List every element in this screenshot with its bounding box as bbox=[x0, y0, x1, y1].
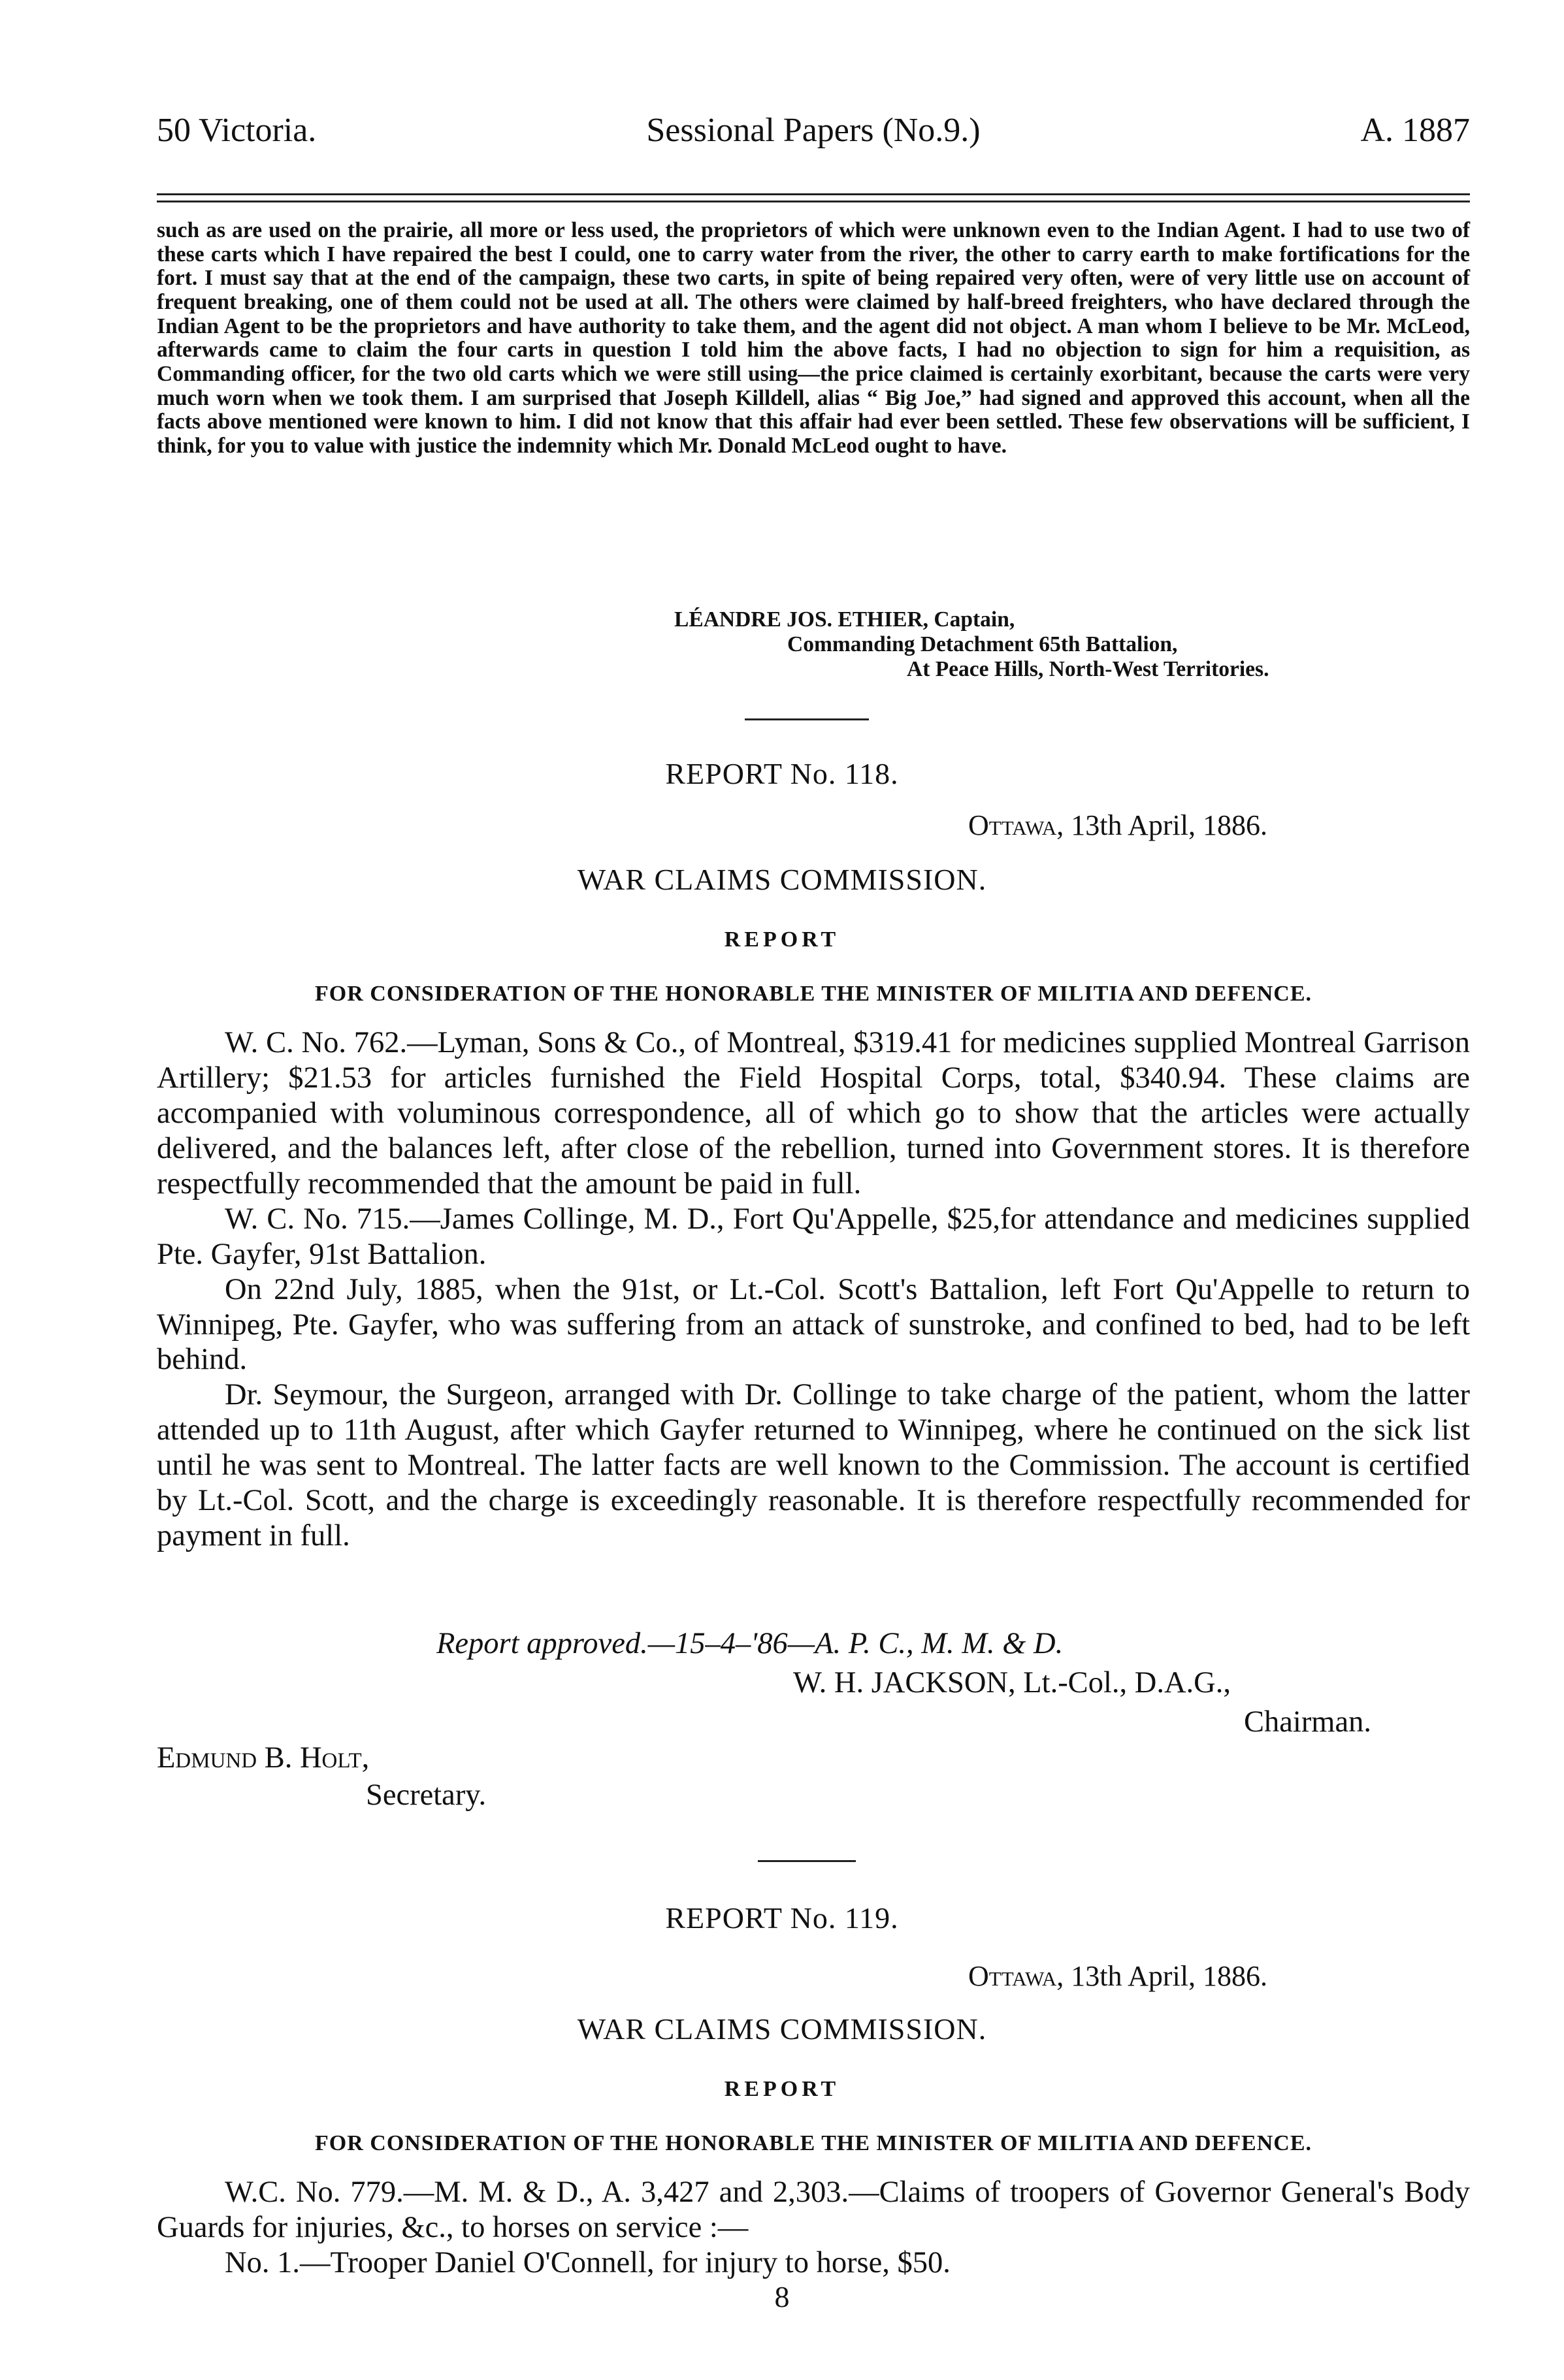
report-119-date: 13th April, 1886. bbox=[1071, 1960, 1267, 1992]
report-118-para-3: On 22nd July, 1885, when the 91st, or Lt.-Col. Scott's Battalion, left Fort Qu'Appelle to return to Winnipeg, Pte. Gayfer, who was suffering from an attack of sunstroke, and confined to bed, had to be left behind. bbox=[157, 1272, 1470, 1377]
report-118-consideration: FOR CONSIDERATION OF THE HONORABLE THE MINISTER OF MILITIA AND DEFENCE. bbox=[315, 982, 1312, 1006]
page-number: 8 bbox=[774, 2280, 790, 2313]
continuation-text bbox=[157, 219, 1470, 458]
secretary-title: Secretary. bbox=[366, 1778, 487, 1812]
header-year: A. 1887 bbox=[1360, 112, 1470, 149]
section-divider-2 bbox=[758, 1860, 856, 1862]
secretary-name: Edmund B. Holt, bbox=[157, 1741, 370, 1775]
report-119-place: Ottawa, bbox=[968, 1960, 1064, 1992]
continuation-paragraph: such as are used on the prairie, all more or less used, the proprietors of which were unknown even to the Indian Agent. I had to use two of these carts which I have repaired the best I could, one to carry water from the river, the other to carry earth to make fortifications for the fort. I must say that at the end of the campaign, these two carts, in spite of being repaired very often, were of very little use on account of frequent breaking, one of them could not be used at all. The others were claimed by half-breed freighters, who have declared through the Indian Agent to be the proprietors and have authority to take them, and the agent did not object. A man whom I believe to be Mr. McLeod, afterwards came to claim the four carts in question I told him the above facts, I had no objection to sign for him a requisition, as Commanding officer, for the two old carts which we were still using—the price claimed is certainly exorbitant, because the carts were very much worn when we took them. I am surprised that Joseph Killdell, alias “ Big Joe,” had signed and approved this account, when all the facts above mentioned were known to him. I did not know that this affair had ever been settled. These few observations will be sufficient, I think, for you to value with justice the indemnity which Mr. Donald McLeod ought to have. bbox=[157, 218, 1470, 458]
running-header bbox=[157, 111, 1470, 157]
report-119-consideration: FOR CONSIDERATION OF THE HONORABLE THE MINISTER OF MILITIA AND DEFENCE. bbox=[315, 2131, 1312, 2155]
report-119-dateline bbox=[968, 1959, 1267, 1993]
header-double-rule bbox=[157, 193, 1470, 202]
header-volume: 50 Victoria. bbox=[157, 112, 317, 149]
report-119-para-1: W.C. No. 779.—M. M. & D., A. 3,427 and 2,303.—Claims of troopers of Governor General's Body Guards for injuries, &c., to horses on service :— bbox=[157, 2176, 1470, 2244]
chairman-title: Chairman. bbox=[1244, 1705, 1371, 1739]
report-118-dateline bbox=[968, 809, 1267, 842]
report-118-place: Ottawa, bbox=[968, 809, 1064, 841]
report-119-item-1: No. 1.—Trooper Daniel O'Connell, for injury to horse, $50. bbox=[225, 2245, 951, 2279]
report-119-title: REPORT No. 119. bbox=[665, 1901, 899, 1935]
signature-line2: Commanding Detachment 65th Battalion, bbox=[787, 632, 1178, 656]
report-118-title: REPORT No. 118. bbox=[665, 757, 899, 790]
report-118-para-1: W. C. No. 762.—Lyman, Sons & Co., of Montreal, $319.41 for medicines supplied Montreal Garrison Artillery; $21.53 for articles furnished the Field Hospital Corps, total, $340.94. These claims are accompanied with voluminous correspondence, all of which go to show that the articles were actually delivered, and the balances left, after close of the rebellion, turned into Government stores. It is therefore respectfully recommended that the amount be paid in full. bbox=[157, 1026, 1470, 1200]
header-title: Sessional Papers (No.9.) bbox=[646, 112, 981, 149]
section-divider bbox=[745, 718, 869, 720]
report-118-commission: WAR CLAIMS COMMISSION. bbox=[577, 863, 987, 896]
report-118-para-4: Dr. Seymour, the Surgeon, arranged with Dr. Collinge to take charge of the patient, whom the latter attended up to 11th August, after which Gayfer returned to Winnipeg, where he continued on the sick list until he was sent to Montreal. The latter facts are well known to the Commission. The account is certified by Lt.-Col. Scott, and the charge is exceedingly reasonable. It is therefore respectfully recommended for payment in full. bbox=[157, 1378, 1470, 1553]
report-118-para-2: W. C. No. 715.—James Collinge, M. D., Fort Qu'Appelle, $25,for attendance and medicines supplied Pte. Gayfer, 91st Battalion. bbox=[157, 1202, 1470, 1271]
signature-line3: At Peace Hills, North-West Territories. bbox=[907, 657, 1269, 681]
report-119-commission: WAR CLAIMS COMMISSION. bbox=[577, 2012, 987, 2046]
report-118-approved: Report approved.—15–4–'86—A. P. C., M. M. & D. bbox=[436, 1627, 1064, 1660]
report-118-date: 13th April, 1886. bbox=[1071, 809, 1267, 841]
report-119-body bbox=[157, 2175, 1470, 2281]
report-119-label: REPORT bbox=[724, 2077, 840, 2101]
chairman-name: W. H. JACKSON, Lt.-Col., D.A.G., bbox=[793, 1666, 1231, 1699]
signature-name: LÉANDRE JOS. ETHIER, Captain, bbox=[674, 607, 1015, 632]
report-118-body bbox=[157, 1025, 1470, 1554]
report-118-label: REPORT bbox=[724, 927, 840, 952]
